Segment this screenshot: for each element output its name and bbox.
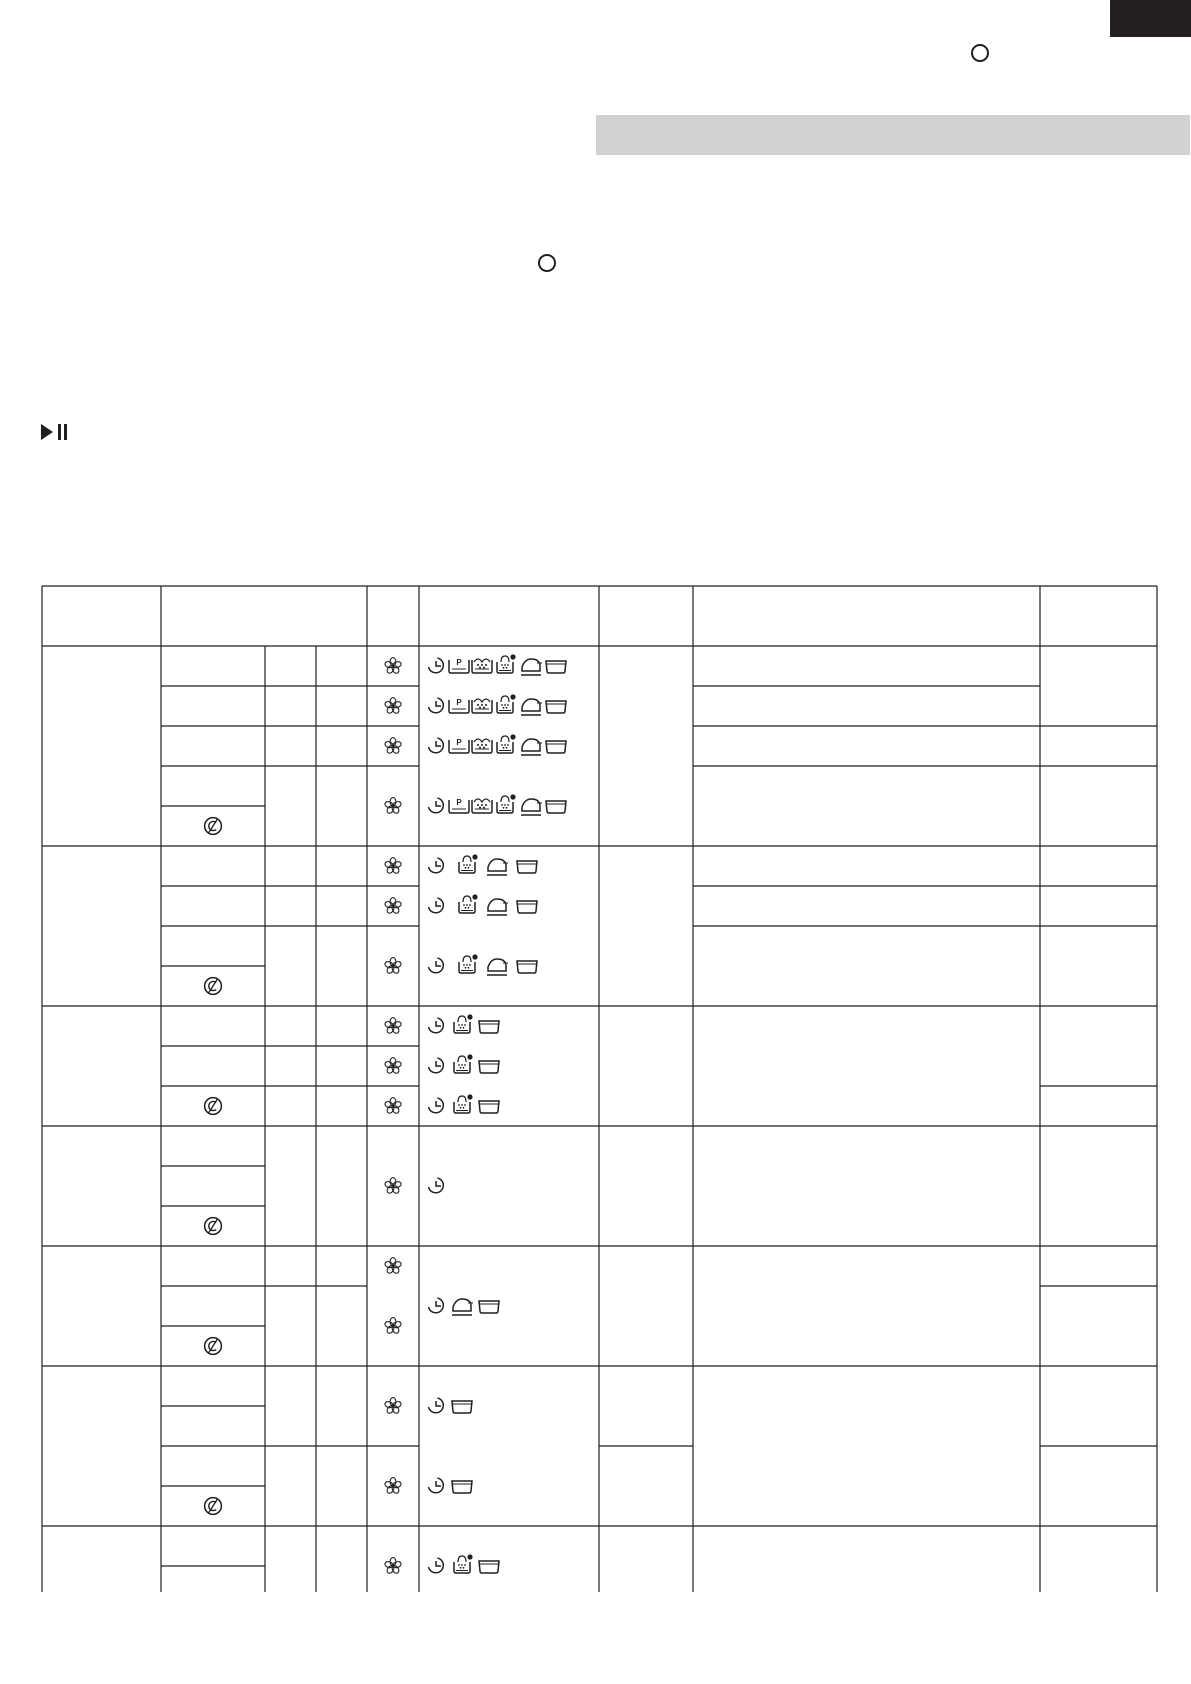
easy-iron-icon bbox=[521, 799, 542, 815]
no-spin-icon bbox=[205, 1098, 222, 1115]
easy-iron-icon bbox=[521, 699, 542, 715]
fan-icon bbox=[384, 1558, 402, 1575]
extra-rinse-icon bbox=[459, 954, 478, 973]
drum-icon bbox=[452, 1401, 472, 1413]
delay-timer-icon bbox=[429, 1398, 444, 1413]
fan-icon bbox=[384, 1018, 402, 1035]
prewash-icon bbox=[449, 738, 469, 753]
fan-icon bbox=[384, 658, 402, 675]
delay-timer-icon bbox=[429, 1558, 444, 1573]
fan-icon bbox=[384, 1098, 402, 1115]
delay-timer-icon bbox=[429, 658, 444, 673]
delay-timer-icon bbox=[429, 1058, 444, 1073]
extra-rinse-icon bbox=[497, 654, 516, 673]
prewash-icon bbox=[449, 798, 469, 813]
drum-icon bbox=[479, 1021, 499, 1033]
fan-icon bbox=[384, 1478, 402, 1495]
delay-timer-icon bbox=[429, 1098, 444, 1113]
stain-icon bbox=[472, 699, 492, 713]
delay-timer-icon bbox=[429, 738, 444, 753]
extra-rinse-icon bbox=[497, 794, 516, 813]
no-spin-icon bbox=[205, 978, 222, 995]
delay-timer-icon bbox=[429, 798, 444, 813]
drum-icon bbox=[517, 901, 537, 913]
prewash-icon bbox=[449, 698, 469, 713]
extra-rinse-icon bbox=[459, 854, 478, 873]
delay-timer-icon bbox=[429, 1298, 444, 1313]
no-spin-icon bbox=[205, 1338, 222, 1355]
fan-icon bbox=[384, 698, 402, 715]
drum-icon bbox=[546, 741, 566, 753]
fan-icon bbox=[384, 898, 402, 915]
stain-icon bbox=[472, 659, 492, 673]
easy-iron-icon bbox=[521, 739, 542, 755]
drum-icon bbox=[479, 1561, 499, 1573]
no-spin-icon bbox=[205, 1218, 222, 1235]
drum-icon bbox=[479, 1101, 499, 1113]
drum-icon bbox=[546, 701, 566, 713]
fan-icon bbox=[384, 1398, 402, 1415]
drum-icon bbox=[517, 861, 537, 873]
extra-rinse-icon bbox=[454, 1094, 473, 1113]
fan-icon bbox=[384, 1058, 402, 1075]
delay-timer-icon bbox=[429, 898, 444, 913]
extra-rinse-icon bbox=[454, 1054, 473, 1073]
drum-icon bbox=[546, 801, 566, 813]
prewash-icon bbox=[449, 658, 469, 673]
delay-timer-icon bbox=[429, 1178, 444, 1193]
extra-rinse-icon bbox=[454, 1014, 473, 1033]
fan-icon bbox=[384, 858, 402, 875]
delay-timer-icon bbox=[429, 698, 444, 713]
extra-rinse-icon bbox=[454, 1554, 473, 1573]
no-spin-icon bbox=[205, 818, 222, 835]
extra-rinse-icon bbox=[459, 894, 478, 913]
fan-icon bbox=[384, 1258, 402, 1275]
delay-timer-icon bbox=[429, 1018, 444, 1033]
fan-icon bbox=[384, 958, 402, 975]
drum-icon bbox=[479, 1301, 499, 1313]
extra-rinse-icon bbox=[497, 734, 516, 753]
no-spin-icon bbox=[205, 1498, 222, 1515]
drum-icon bbox=[452, 1481, 472, 1493]
easy-iron-icon bbox=[487, 859, 508, 875]
easy-iron-icon bbox=[487, 899, 508, 915]
stain-icon bbox=[472, 739, 492, 753]
easy-iron-icon bbox=[521, 659, 542, 675]
delay-timer-icon bbox=[429, 1478, 444, 1493]
drum-icon bbox=[517, 961, 537, 973]
fan-icon bbox=[384, 738, 402, 755]
drum-icon bbox=[479, 1061, 499, 1073]
delay-timer-icon bbox=[429, 858, 444, 873]
easy-iron-icon bbox=[452, 1299, 473, 1315]
fan-icon bbox=[384, 798, 402, 815]
extra-rinse-icon bbox=[497, 694, 516, 713]
delay-timer-icon bbox=[429, 958, 444, 973]
drum-icon bbox=[546, 661, 566, 673]
fan-icon bbox=[384, 1178, 402, 1195]
easy-iron-icon bbox=[487, 959, 508, 975]
stain-icon bbox=[472, 799, 492, 813]
fan-icon bbox=[384, 1318, 402, 1335]
table-grid bbox=[42, 586, 1157, 1592]
